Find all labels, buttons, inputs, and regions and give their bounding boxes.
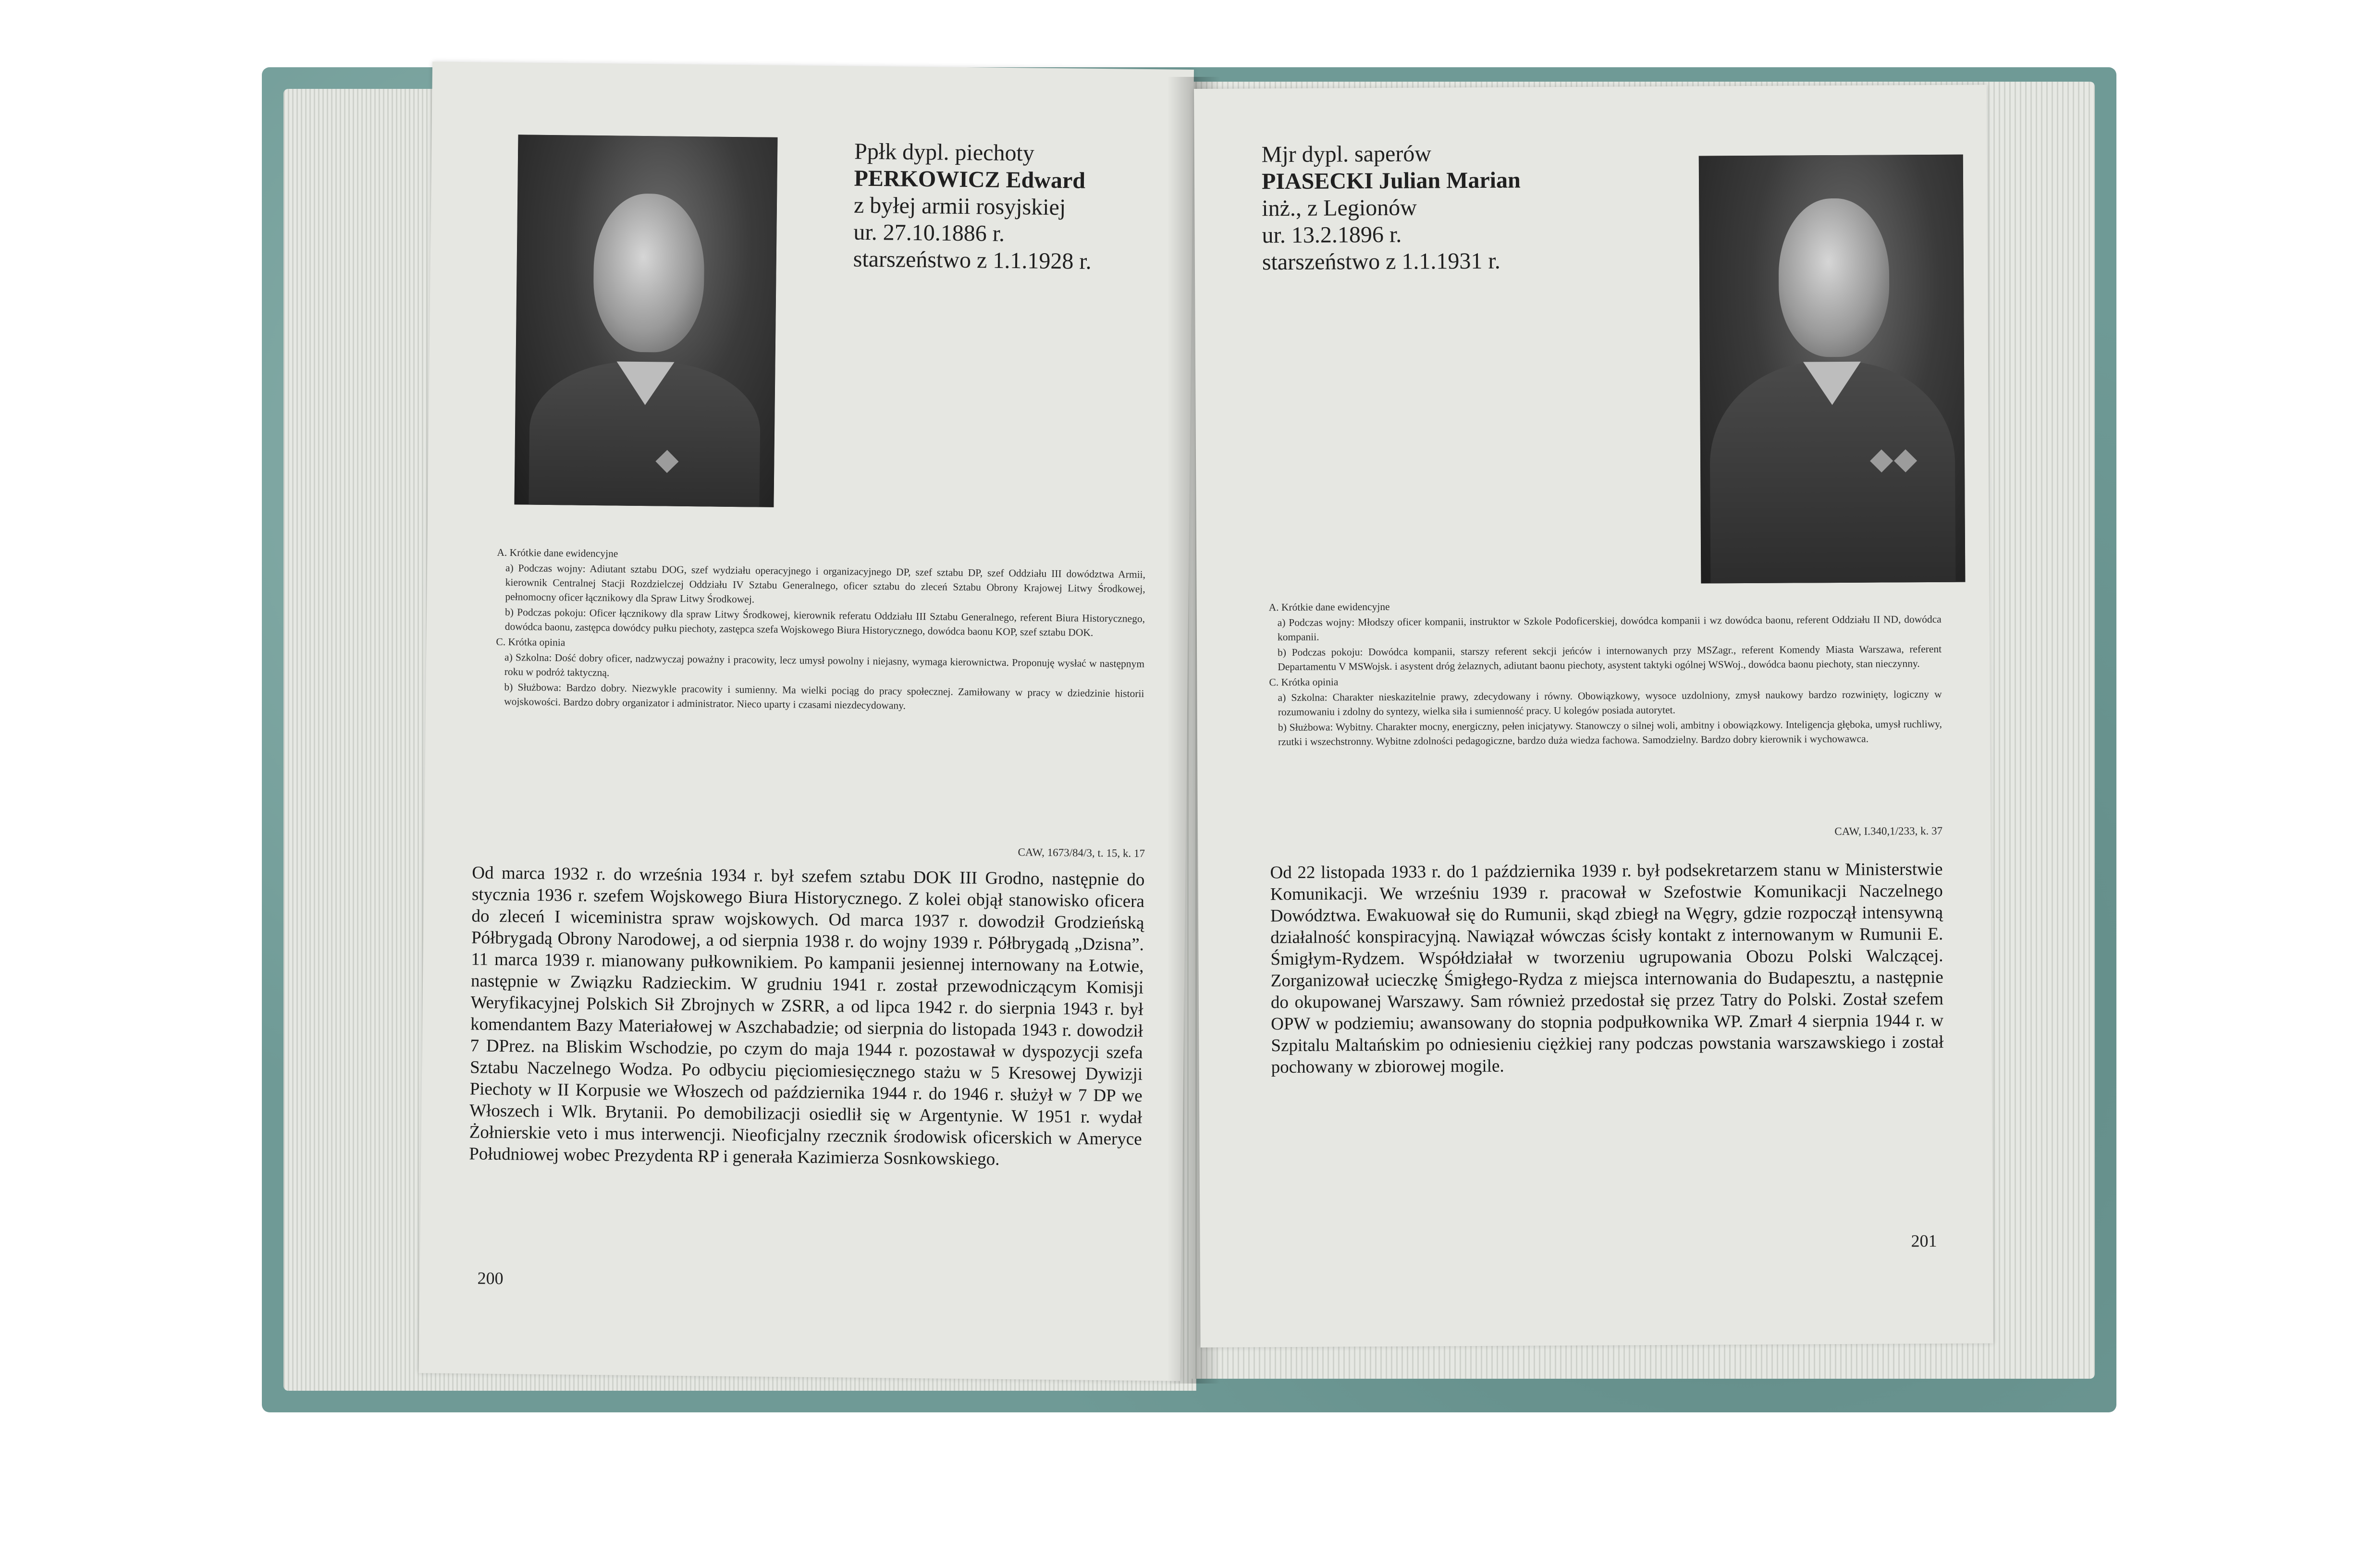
archive-source: CAW, 1673/84/3, t. 15, k. 17 (1018, 846, 1145, 860)
section-c-heading: C. Krótka opinia (496, 636, 565, 649)
peace-service-text: b) Podczas pokoju: Dowódca kompanii, starszy referent sekcji jeńców i internowanych przy MSZagr., referent Komendy Miasta Warszawa, referent Departamentu V MSWojsk. i asystent dróg żelaznych, adiutant baonu piechoty, asystent taktyki ogólnej WSWoj., dowódca baonu piechoty, stan nieczynny. (1278, 643, 1942, 673)
biography-text: Od 22 listopada 1933 r. do 1 października 1939 r. był podsekretarzem stanu w Ministerstwie Komunikacji. We wrześniu 1939 r. pracował w Szefostwie Komunikacji Naczelnego Dowództwa. Ewakuował się do Rumunii, skąd zbiegł na Węgry, gdzie rozpoczął intensywną działalność konspiracyjną. Nawiązał wówczas ścisły kontakt z internowanym w Rumunii E. Śmigłym-Rydzem. Współdziałał w tworzeniu ugrupowania Obozu Polski Walczącej. Zorganizował ucieczkę Śmigłego-Rydza z miejsca internowania do Budapesztu, a następnie do okupowanej Warszawy. Sam również przedostał się przez Tatry do Polski. Został szefem OPW w podziemiu; awansowany do stopnia podpułkownika WP. Zmarł 4 sierpnia 1944 r. w Szpitalu Maltańskim po odniesieniu ciężkiej rany podczas powstania warszawskiego i został pochowany w zbiorowej mogile. (1270, 859, 1944, 1078)
portrait-photo-perkowicz (514, 135, 777, 507)
personnel-record (1269, 597, 1942, 749)
war-service-text: a) Podczas wojny: Młodszy oficer kompanii, instruktor w Szkole Podoficerskiej, dowódca kompanii i wz dowódca baonu, referent Oddziału II ND, dowódca kompanii. (1277, 613, 1942, 643)
section-a-heading: A. Krótkie dane ewidencyjne (1268, 600, 1390, 613)
biography-text: Od marca 1932 r. do września 1934 r. był szefem sztabu DOK III Grodno, następnie do stycznia 1936 r. szefem Wojskowego Biura Historycznego. Z kolei objął stanowisko oficera do zleceń I wiceministra spraw wojskowych. Od marca 1937 r. dowodził Grodzieńską Półbrygadą Obrony Narodowej, a od sierpnia 1938 r. do wojny 1939 r. Półbrygadą „Dzisna”. 11 marca 1939 r. mianowany pułkownikiem. Po kampanii jesiennej internowany na Łotwie, następnie w Związku Radzieckim. W grudniu 1941 r. został przewodniczącym Komisji Weryfikacyjnej Polskich Sił Zbrojnych w ZSRR, a od lipca 1942 r. do sierpnia 1943 r. był komendantem Bazy Materiałowej w Aszchabadzie; od sierpnia do listopada 1943 r. dowodził 7 DPrez. na Bliskim Wschodzie, po czym do maja 1944 r. pozostawał w dyspozycji szefa Sztabu Naczelnego Wodza. Po odbyciu pięciomiesięcznego stażu w 5 Kresowej Dywizji Piechoty w II Korpusie we Włoszech od października 1944 r. do 1946 r. służył w 7 DP we Włoszech i Wlk. Brytanii. Po demobilizacji osiedlił się w Argentynie. W 1951 r. wydał Żołnierskie veto i mus interwencji. Nieoficjalny rzecznik środowisk oficerskich w Ameryce Południowej wobec Prezydenta RP i generała Kazimierza Sosnkowskiego. (469, 863, 1145, 1169)
page-number: 200 (477, 1268, 504, 1288)
rank-line: Mjr dypl. saperów (1261, 141, 1432, 168)
section-c-heading: C. Krótka opinia (1269, 676, 1339, 688)
officer-name: PIASECKI Julian Marian (1261, 167, 1521, 195)
birth-line: ur. 27.10.1886 r. (853, 219, 1005, 246)
origin-line: z byłej armii rosyjskiej (853, 192, 1066, 220)
origin-line: inż., z Legionów (1262, 195, 1417, 221)
officer-heading (1262, 139, 1627, 276)
war-service-text: a) Podczas wojny: Adiutant sztabu DOG, szef wydziału operacyjnego i organizacyjnego DP, szef sztabu DP, szef Oddziału III dowództwa Armii, kierownik Centralnej Stacji Rozdzielczej Oddziału IV Sztabu Generalnego, oficer sztabu do zleceń Sztabu Obrony Krajowej Litwy Środkowej, pełnomocny oficer łącznikowy dla Spraw Litwy Środkowej. (505, 562, 1146, 605)
service-opinion-text: b) Służbowa: Wybitny. Charakter mocny, energiczny, pełen inicjatywy. Stanowczy o silnej woli, ambitny i obowiązkowy. Inteligencja głęboka, umysł ruchliwy, rzutki i wszechstronny. Wybitne zdolności pedagogiczne, bardzo duża wiedza fachowa. Samodzielny. Bardzo dobry kierownik i wychowawca. (1278, 718, 1942, 748)
birth-line: ur. 13.2.1896 r. (1262, 221, 1402, 248)
officer-heading (853, 138, 1153, 276)
page-number: 201 (1911, 1231, 1937, 1251)
seniority-line: starszeństwo z 1.1.1928 r. (853, 246, 1092, 274)
portrait-photo-piasecki (1699, 155, 1966, 584)
left-page (418, 61, 1194, 1381)
archive-source: CAW, I.340,1/233, k. 37 (1834, 824, 1943, 838)
service-opinion-text: b) Służbowa: Bardzo dobry. Niezwykle pracowity i sumienny. Ma wielki pociąg do pracy społecznej. Zamiłowany w pracy w dziedzinie historii wojskowości. Bardzo dobry organizator i administrator. Nieco uparty i czasami niezdecydowany. (504, 681, 1144, 711)
rank-line: Ppłk dypl. piechoty (854, 138, 1035, 166)
school-opinion-text: a) Szkolna: Charakter nieskazitelnie prawy, zdecydowany i równy. Obowiązkowy, wysoce uzdolniony, zmysł naukowy bardzo rozwinięty, logiczny w rozumowaniu i zdolny do syntezy, wielka siła i sumienność pracy. U kolegów posiada autorytet. (1278, 688, 1942, 718)
officer-name: PERKOWICZ Edward (854, 165, 1086, 194)
school-opinion-text: a) Szkolna: Dość dobry oficer, nadzwyczaj poważny i pracowity, lecz umysł powolny i niejasny, wymaga kierownictwa. Proponuję wysłać w następnym roku w podróż taktyczną. (504, 651, 1145, 679)
section-a-heading: A. Krótkie dane ewidencyjne (497, 546, 618, 560)
seniority-line: starszeństwo z 1.1.1931 r. (1262, 248, 1500, 275)
right-page (1194, 85, 1993, 1348)
personnel-record (495, 545, 1145, 715)
peace-service-text: b) Podczas pokoju: Oficer łącznikowy dla spraw Litwy Środkowej, kierownik referatu Oddziału III Sztabu Generalnego, referent Biura Historycznego, dowódca baonu, zastępca dowódcy pułku piechoty, zastępca szefa Wojskowego Biura Historycznego, dowódca baonu KOP, szef sztabu DOK. (504, 606, 1145, 638)
